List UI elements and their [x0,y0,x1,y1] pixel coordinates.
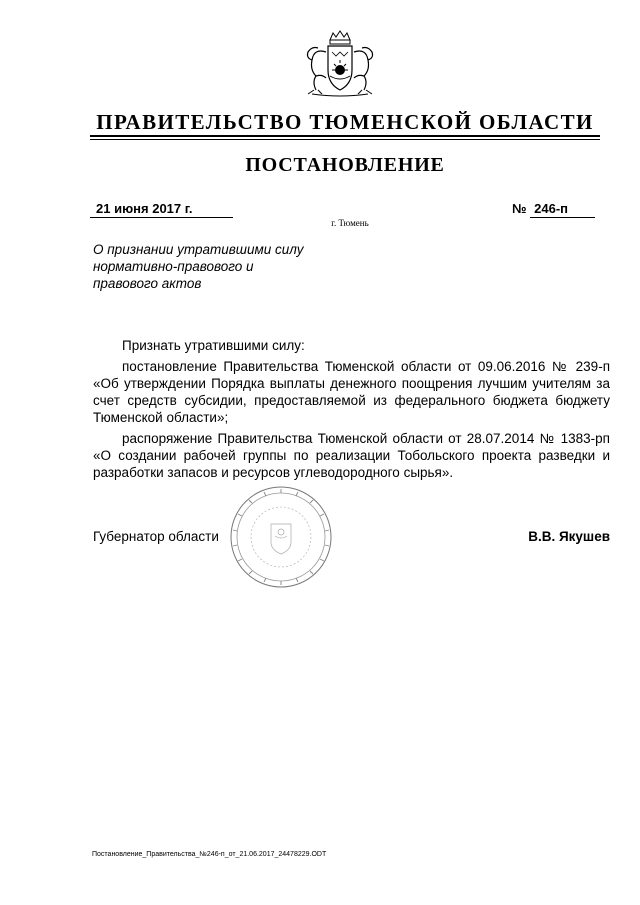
subject-line: О признании утратившими силу [93,242,304,257]
header-rule-thin [90,139,600,140]
body-paragraph: Признать утратившими силу: [122,338,305,353]
organization-title: ПРАВИТЕЛЬСТВО ТЮМЕНСКОЙ ОБЛАСТИ [96,110,594,134]
document-body [93,337,610,485]
document-date: 21 июня 2017 г. [90,201,233,218]
body-paragraph: постановление Правительства Тюменской области от 09.06.2016 № 239-п «Об утверждении Порядка выплаты денежного поощрения лучшим учителям за счет средств субсидии, предоставляемой из федерального бюджета бюджету Тюменской области»; [93,359,610,425]
document-type-title: ПОСТАНОВЛЕНИЕ [245,154,445,176]
signature-position: Губернатор области [93,529,219,544]
number-prefix: № [512,201,527,216]
coat-of-arms-emblem [300,30,380,98]
body-paragraph: распоряжение Правительства Тюменской области от 28.07.2014 № 1383-рп «О создании рабочей группы по реализации Тобольского проекта разведки и разработки запасов и ресурсов углеводородного сырья». [93,431,610,480]
header-rule-thick [90,135,600,137]
document-subject [93,241,333,292]
official-seal-stamp [228,484,334,590]
issue-city: г. Тюмень [331,218,369,228]
subject-line: правового актов [93,276,202,291]
signatory-name: В.В. Якушев [528,529,610,544]
document-number [512,201,595,218]
subject-line: нормативно-правового и [93,259,254,274]
number-value: 246-п [530,201,595,218]
footer-filename: Постановление_Правительства_№246-п_от_21.06.2017_24478229.ODT [92,851,327,858]
